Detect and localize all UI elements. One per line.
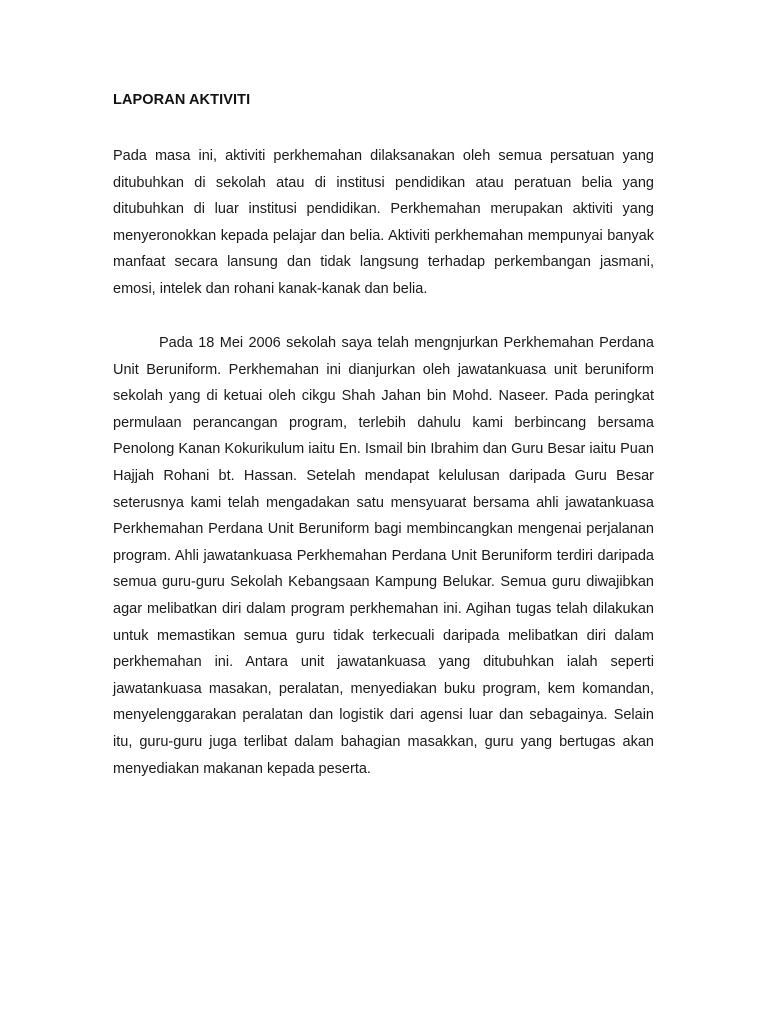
- paragraph-introduction: Pada masa ini, aktiviti perkhemahan dilaksanakan oleh semua persatuan yang ditubuhkan di sekolah atau di institusi pendidikan atau peratuan belia yang ditubuhkan di luar institusi pendidikan. Perkhemahan merupakan aktiviti yang menyeronokkan kepada pelajar dan belia. Aktiviti perkhemahan mempunyai banyak manfaat secara lansung dan tidak langsung terhadap perkembangan jasmani, emosi, intelek dan rohani kanak-kanak dan belia.: [113, 148, 654, 297]
- paragraph-activity-report: Pada 18 Mei 2006 sekolah saya telah mengnjurkan Perkhemahan Perdana Unit Beruniform. Perkhemahan ini dianjurkan oleh jawatankuasa unit beruniform sekolah yang di ketuai oleh cikgu Shah Jahan bin Mohd. Naseer. Pada peringkat permulaan perancangan program, terlebih dahulu kami berbincang bersama Penolong Kanan Kokurikulum iaitu En. Ismail bin Ibrahim dan Guru Besar iaitu Puan Hajjah Rohani bt. Hassan. Setelah mendapat kelulusan daripada Guru Besar seterusnya kami telah mengadakan satu mensyuarat bersama ahli jawatankuasa Perkhemahan Perdana Unit Beruniform bagi membincangkan mengenai perjalanan program. Ahli jawatankuasa Perkhemahan Perdana Unit Beruniform terdiri daripada semua guru-guru Sekolah Kebangsaan Kampung Belukar. Semua guru diwajibkan agar melibatkan diri dalam program perkhemahan ini. Agihan tugas telah dilakukan untuk memastikan semua guru tidak terkecuali daripada melibatkan diri dalam perkhemahan ini. Antara unit jawatankuasa yang ditubuhkan ialah seperti jawatankuasa masakan, peralatan, menyediakan buku program, kem komandan, menyelenggarakan peralatan dan logistik dari agensi luar dan sebagainya. Selain itu, guru-guru juga terlibat dalam bahagian masakkan, guru yang bertugas akan menyediakan makanan kepada peserta.: [113, 335, 654, 777]
- document-title: LAPORAN AKTIVITI: [113, 92, 251, 108]
